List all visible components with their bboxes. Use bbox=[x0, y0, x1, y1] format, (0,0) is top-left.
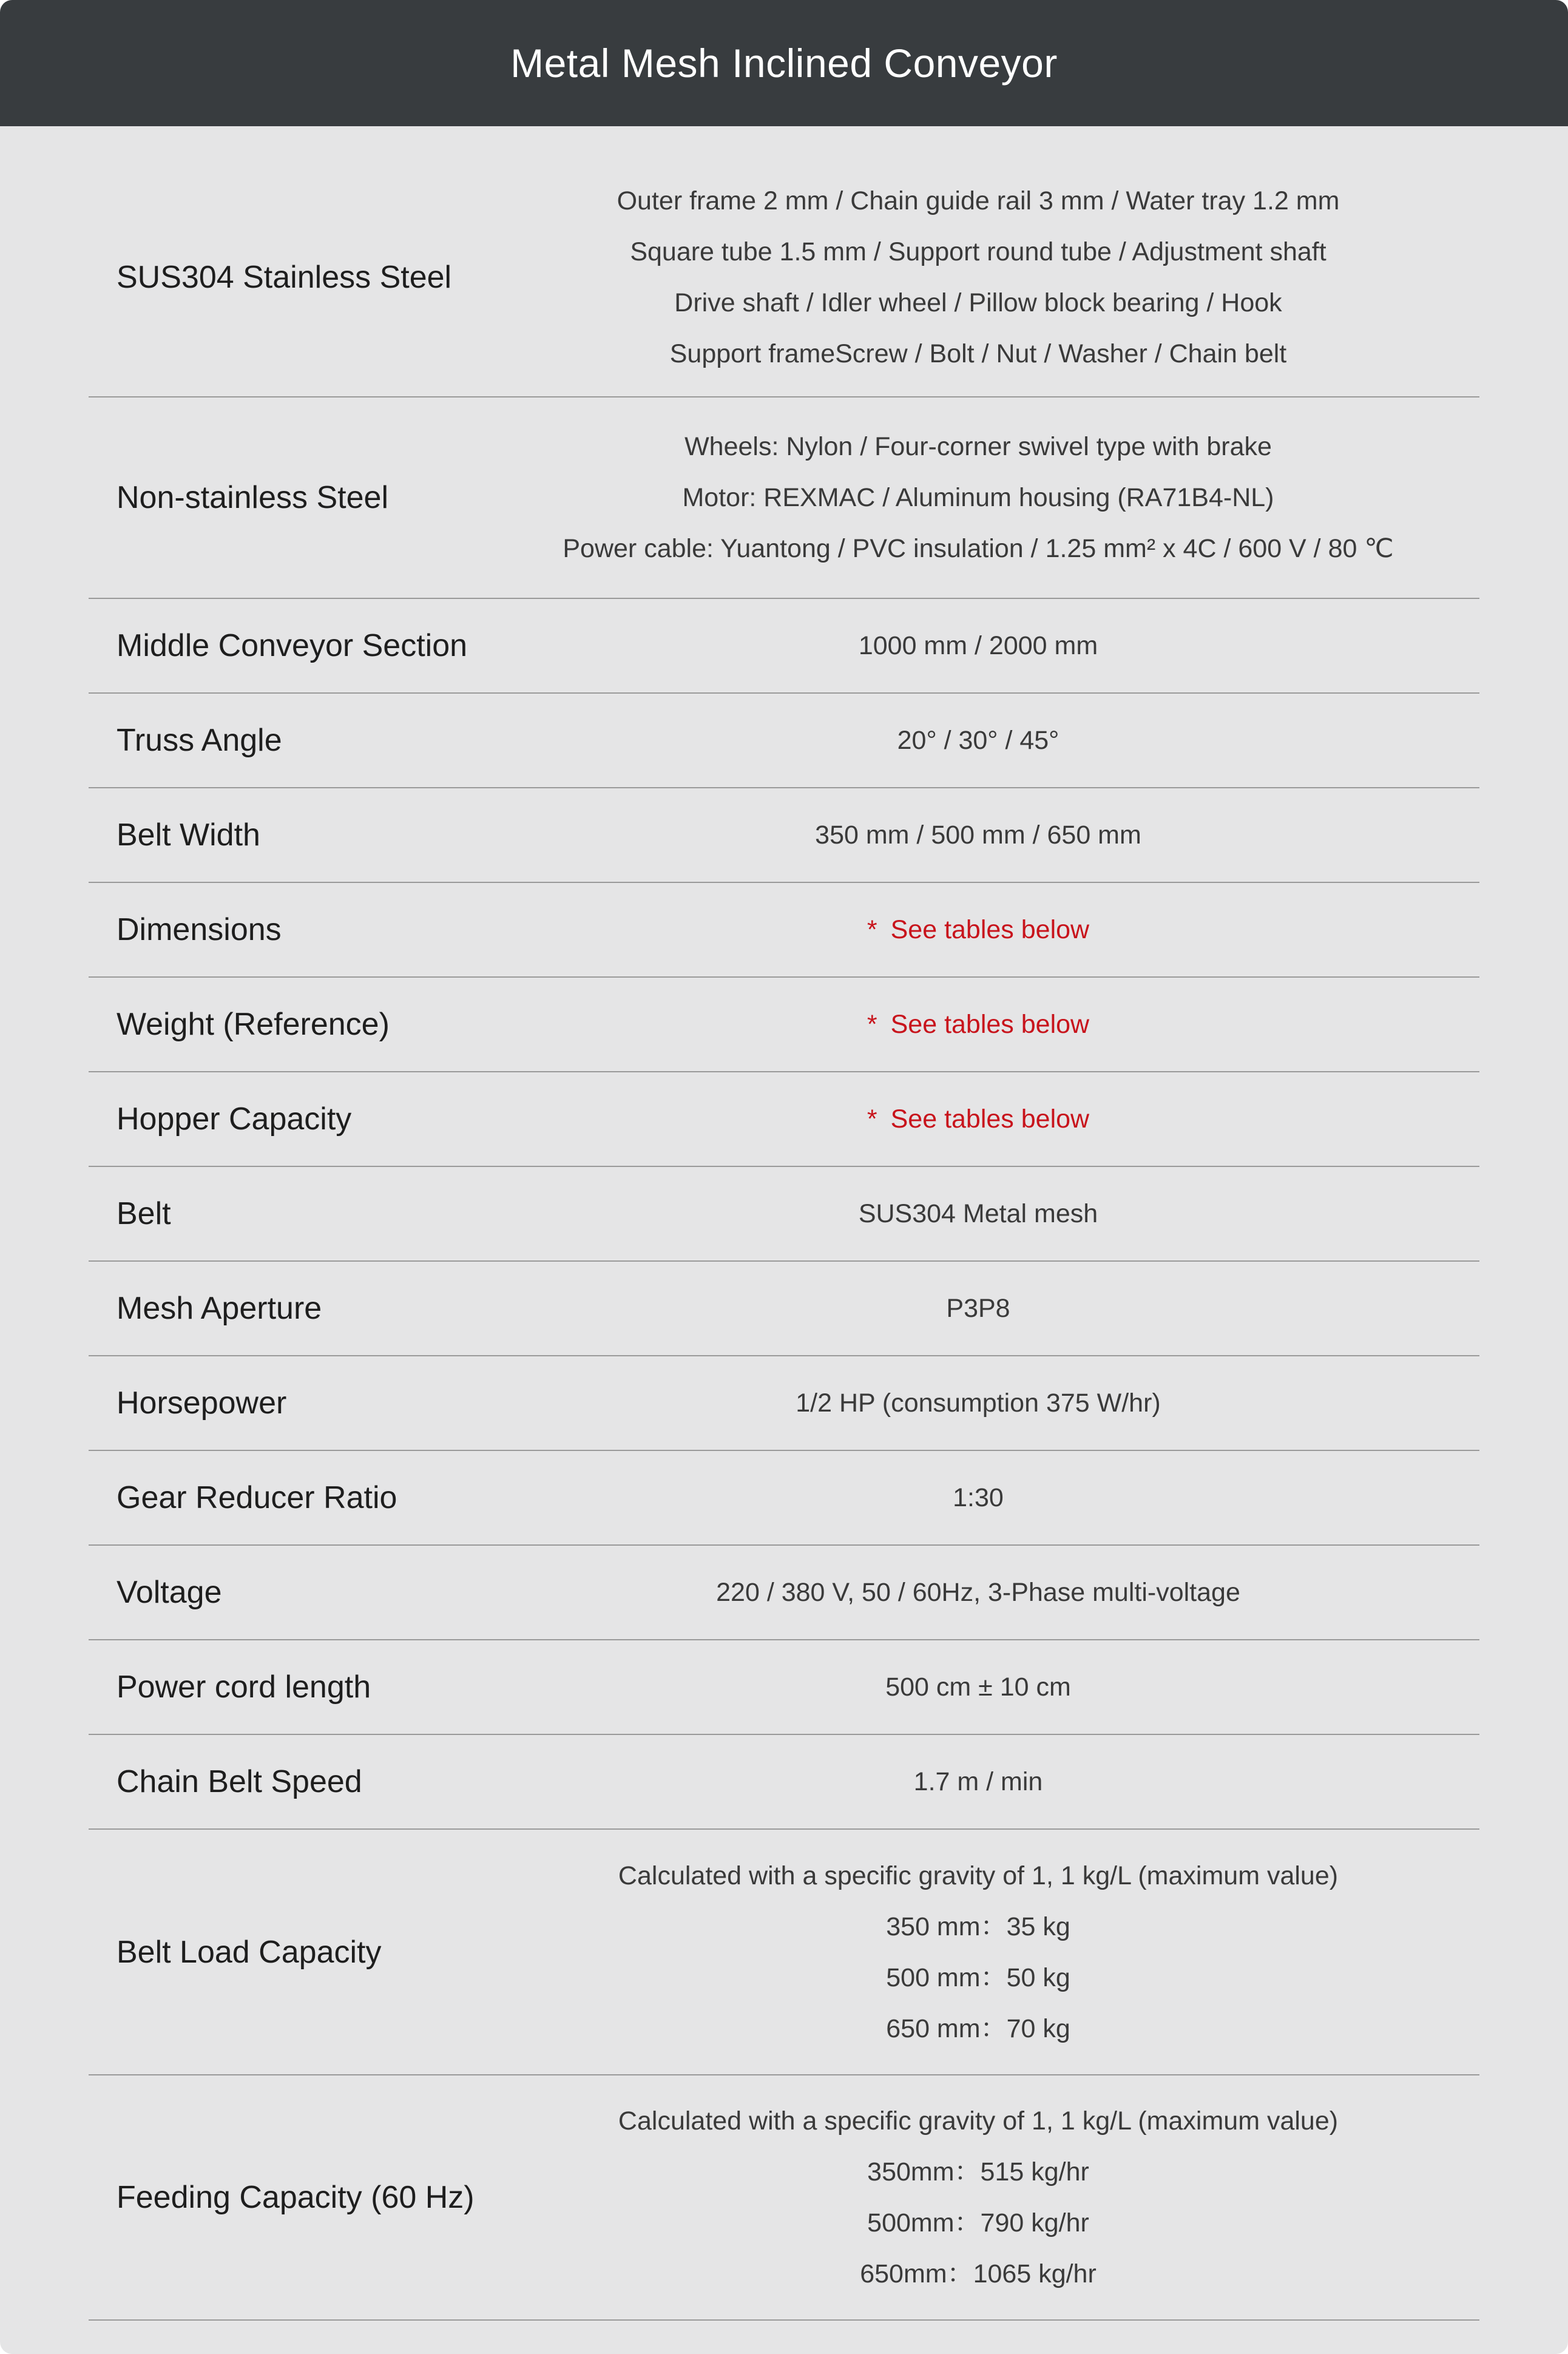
see-tables-note bbox=[867, 911, 1089, 948]
spec-value-line: 650mm：1065 kg/hr bbox=[860, 2259, 1097, 2288]
spec-row-feeding-capacity bbox=[89, 2075, 1479, 2321]
see-tables-note bbox=[867, 1101, 1089, 1137]
spec-value-line: Calculated with a specific gravity of 1, 1 kg/L (maximum value) bbox=[618, 1861, 1339, 1890]
see-tables-note bbox=[867, 1006, 1089, 1043]
spec-label: Hopper Capacity bbox=[117, 1101, 352, 1137]
spec-value bbox=[477, 694, 1479, 787]
spec-label: Feeding Capacity (60 Hz) bbox=[117, 2180, 475, 2215]
spec-row-gear-reducer-ratio bbox=[89, 1451, 1479, 1546]
spec-label: Power cord length bbox=[117, 1669, 371, 1705]
spec-label: Voltage bbox=[117, 1575, 222, 1610]
spec-label: Middle Conveyor Section bbox=[117, 628, 468, 663]
spec-row-non-stainless-steel bbox=[89, 397, 1479, 599]
spec-label: Belt bbox=[117, 1196, 171, 1231]
spec-row-hopper-capacity bbox=[89, 1072, 1479, 1167]
spec-value bbox=[477, 1072, 1479, 1166]
spec-value-line: Drive shaft / Idler wheel / Pillow block bearing / Hook bbox=[674, 288, 1282, 317]
spec-value-line: 1/2 HP (consumption 375 W/hr) bbox=[796, 1388, 1161, 1418]
note-asterisk: * bbox=[867, 1010, 877, 1039]
spec-row-belt-width bbox=[89, 788, 1479, 883]
spec-value bbox=[477, 1167, 1479, 1260]
spec-value-line: Power cable: Yuantong / PVC insulation / 1.25 mm² x 4C / 600 V / 80 ℃ bbox=[563, 534, 1394, 563]
spec-row-mesh-aperture bbox=[89, 1262, 1479, 1356]
spec-row-power-cord-length bbox=[89, 1640, 1479, 1735]
spec-row-weight-reference bbox=[89, 978, 1479, 1072]
spec-value bbox=[477, 788, 1479, 882]
note-asterisk: * bbox=[867, 915, 877, 944]
spec-label: Belt Width bbox=[117, 817, 260, 853]
spec-value-line: P3P8 bbox=[946, 1294, 1010, 1323]
spec-value bbox=[477, 1262, 1479, 1355]
spec-value-line: Calculated with a specific gravity of 1, 1 kg/L (maximum value) bbox=[618, 2106, 1339, 2136]
spec-value-line: Motor: REXMAC / Aluminum housing (RA71B4-NL) bbox=[682, 483, 1274, 512]
note-asterisk: * bbox=[867, 1104, 877, 1134]
spec-value bbox=[477, 158, 1479, 396]
note-text: See tables below bbox=[890, 1104, 1090, 1134]
spec-value bbox=[477, 1546, 1479, 1639]
spec-value-line: 650 mm：70 kg bbox=[886, 2014, 1070, 2043]
spec-value-line: 500 cm ± 10 cm bbox=[885, 1672, 1071, 1702]
spec-label: Gear Reducer Ratio bbox=[117, 1480, 397, 1515]
spec-row-horsepower bbox=[89, 1356, 1479, 1451]
spec-label: Belt Load Capacity bbox=[117, 1934, 382, 1970]
spec-label: Non-stainless Steel bbox=[117, 480, 388, 515]
spec-label: Truss Angle bbox=[117, 723, 282, 758]
note-text: See tables below bbox=[890, 915, 1090, 944]
spec-value-line: 1000 mm / 2000 mm bbox=[858, 631, 1098, 660]
spec-value bbox=[477, 978, 1479, 1071]
spec-row-belt bbox=[89, 1167, 1479, 1262]
spec-value bbox=[477, 1640, 1479, 1734]
spec-value-line: 350 mm：35 kg bbox=[886, 1912, 1070, 1941]
spec-value bbox=[477, 397, 1479, 598]
spec-value-line: 1.7 m / min bbox=[913, 1767, 1043, 1796]
spec-value-line: Square tube 1.5 mm / Support round tube / Adjustment shaft bbox=[630, 237, 1326, 266]
header-bar bbox=[0, 0, 1568, 126]
note-text: See tables below bbox=[890, 1010, 1090, 1039]
spec-value-line: Outer frame 2 mm / Chain guide rail 3 mm / Water tray 1.2 mm bbox=[617, 186, 1340, 215]
spec-label: Dimensions bbox=[117, 912, 282, 947]
spec-label: Mesh Aperture bbox=[117, 1291, 322, 1326]
spec-value bbox=[477, 1356, 1479, 1450]
spec-value-line: 500mm：790 kg/hr bbox=[867, 2208, 1089, 2237]
spec-value-line: SUS304 Metal mesh bbox=[858, 1199, 1098, 1228]
spec-label: Chain Belt Speed bbox=[117, 1764, 362, 1799]
spec-row-sus304-stainless-steel bbox=[89, 158, 1479, 397]
spec-value bbox=[477, 1830, 1479, 2074]
spec-value-line: 500 mm：50 kg bbox=[886, 1963, 1070, 1992]
spec-label: SUS304 Stainless Steel bbox=[117, 259, 452, 295]
spec-value-line: Support frameScrew / Bolt / Nut / Washer / Chain belt bbox=[669, 339, 1287, 368]
spec-value bbox=[477, 883, 1479, 976]
spec-label: Weight (Reference) bbox=[117, 1007, 390, 1042]
spec-row-chain-belt-speed bbox=[89, 1735, 1479, 1830]
spec-value-line: 350mm：515 kg/hr bbox=[867, 2157, 1089, 2187]
spec-row-voltage bbox=[89, 1546, 1479, 1640]
spec-value bbox=[477, 599, 1479, 692]
page-title: Metal Mesh Inclined Conveyor bbox=[510, 41, 1058, 86]
spec-value-line: 350 mm / 500 mm / 650 mm bbox=[815, 820, 1141, 850]
spec-value-line: 220 / 380 V, 50 / 60Hz, 3-Phase multi-voltage bbox=[716, 1578, 1240, 1607]
spec-row-belt-load-capacity bbox=[89, 1830, 1479, 2075]
spec-value-line: 1:30 bbox=[953, 1483, 1004, 1512]
spec-row-dimensions bbox=[89, 883, 1479, 978]
spec-row-truss-angle bbox=[89, 694, 1479, 788]
spec-label: Horsepower bbox=[117, 1385, 287, 1421]
spec-value-line: Wheels: Nylon / Four-corner swivel type with brake bbox=[684, 432, 1272, 461]
spec-row-middle-conveyor-section bbox=[89, 599, 1479, 694]
spec-value bbox=[477, 1735, 1479, 1828]
spec-value bbox=[477, 1451, 1479, 1544]
spec-value-line: 20° / 30° / 45° bbox=[897, 726, 1059, 755]
spec-value bbox=[477, 2075, 1479, 2319]
